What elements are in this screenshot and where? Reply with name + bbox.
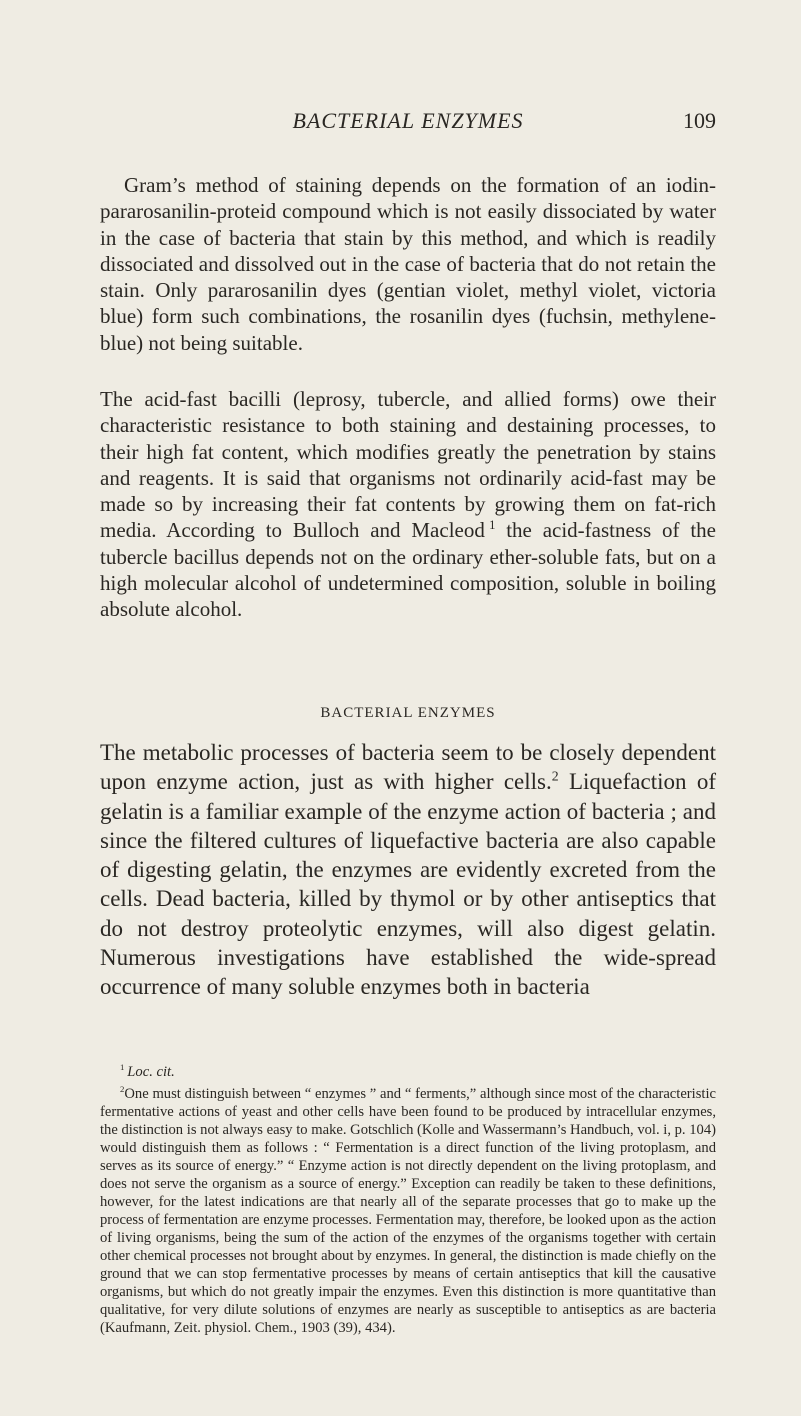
paragraph-enzymes-text-cont: Liquefaction of gelatin is a familiar example of the enzyme action of bacteria ; and since the filtered cultures of liquefactive bacteria are also capable of digesting gelatin, the enzymes are evidently excreted from the cells. Dead bacteria, killed by thymol or by other antiseptics that do not destroy proteolytic enzymes, will also digest gelatin. Numerous investigations have established the wide-spread occurrence of many soluble enzymes both in bacteria (100, 769, 716, 1000)
footnote-1-text: Loc. cit. (127, 1064, 175, 1080)
section-heading: BACTERIAL ENZYMES (320, 705, 496, 721)
footnote-ref-2: 2 (551, 768, 559, 784)
page-number: 109 (683, 108, 716, 133)
paragraph-acid-fast-text: The acid-fast bacilli (leprosy, tubercle, and allied forms) owe their characteristic resistance to both staining and destaining processes, to their high fat content, which modifies greatly the penetration by stains and reagents. It is said that organisms not ordinarily acid-fast may be made so by increasing their fat contents by growing them on fat-rich media. According to Bulloch and Macleod (100, 387, 716, 543)
footnote-1 (100, 1063, 716, 1081)
running-head (100, 108, 716, 138)
running-head-title: BACTERIAL ENZYMES (292, 108, 524, 133)
footnote-ref-1: 1 (489, 518, 496, 533)
footnotes (100, 1063, 716, 1341)
paragraph-enzymes (100, 738, 716, 1002)
footnote-2-text: One must distinguish between “ enzymes ” and “ ferments,” although since most of the characteristic fermentative actions of yeast and other cells have been found to be produced by intracellular enzymes, the distinction is not always easy to make. Gotschlich (Kolle and Wassermann’s Handbuch, vol. i, p. 104) would distinguish them as follows : “ Fermentation is a direct function of the living protoplasm, and serves as its source of energy.” “ Enzyme action is not directly dependent on the living protoplasm, and does not serve the organism as a source of energy.” Exception can readily be taken to these definitions, however, for the latest indications are that nearly all of the separate processes that go to make up the process of fermentation are enzyme processes. Fermentation may, therefore, be looked upon as the action of living organisms, being the sum of the action of the enzymes of the organisms together with certain other chemical processes not brought about by enzymes. In general, the distinction is made chiefly on the ground that we can stop fermentative processes by means of certain antiseptics that kill the causative organisms, but which do not greatly impair the enzymes. Even this distinction is more quantitative than qualitative, for very dilute solutions of enzymes are nearly as susceptible to antiseptics as are bacteria (Kaufmann, Zeit. physiol. Chem., 1903 (39), 434). (100, 1086, 716, 1336)
paragraph-acid-fast-text-cont: the acid-fastness of the tubercle bacillus depends not on the ordinary ether-soluble fats, but on a high molecular alcohol of undetermined composition, soluble in boiling absolute alcohol. (100, 518, 716, 622)
paragraph-acid-fast (100, 386, 716, 623)
paragraph-enzymes-text: The metabolic processes of bacteria seem to be closely dependent upon enzyme action, just as with higher cells. (100, 740, 716, 795)
footnote-2-mark: 2 (120, 1084, 125, 1095)
footnote-2 (100, 1085, 716, 1337)
paragraph-gram-method: Gram’s method of staining depends on the formation of an iodin-pararosanilin-proteid compound which is not easily dissociated by water in the case of bacteria that stain by this method, and which is readily dissociated and dissolved out in the case of bacteria that do not retain the stain. Only pararosanilin dyes (gentian violet, methyl violet, victoria blue) form such combinations, the rosanilin dyes (fuchsin, methylene-blue) not being suitable. (100, 173, 716, 355)
footnote-1-mark: 1 (120, 1062, 125, 1073)
